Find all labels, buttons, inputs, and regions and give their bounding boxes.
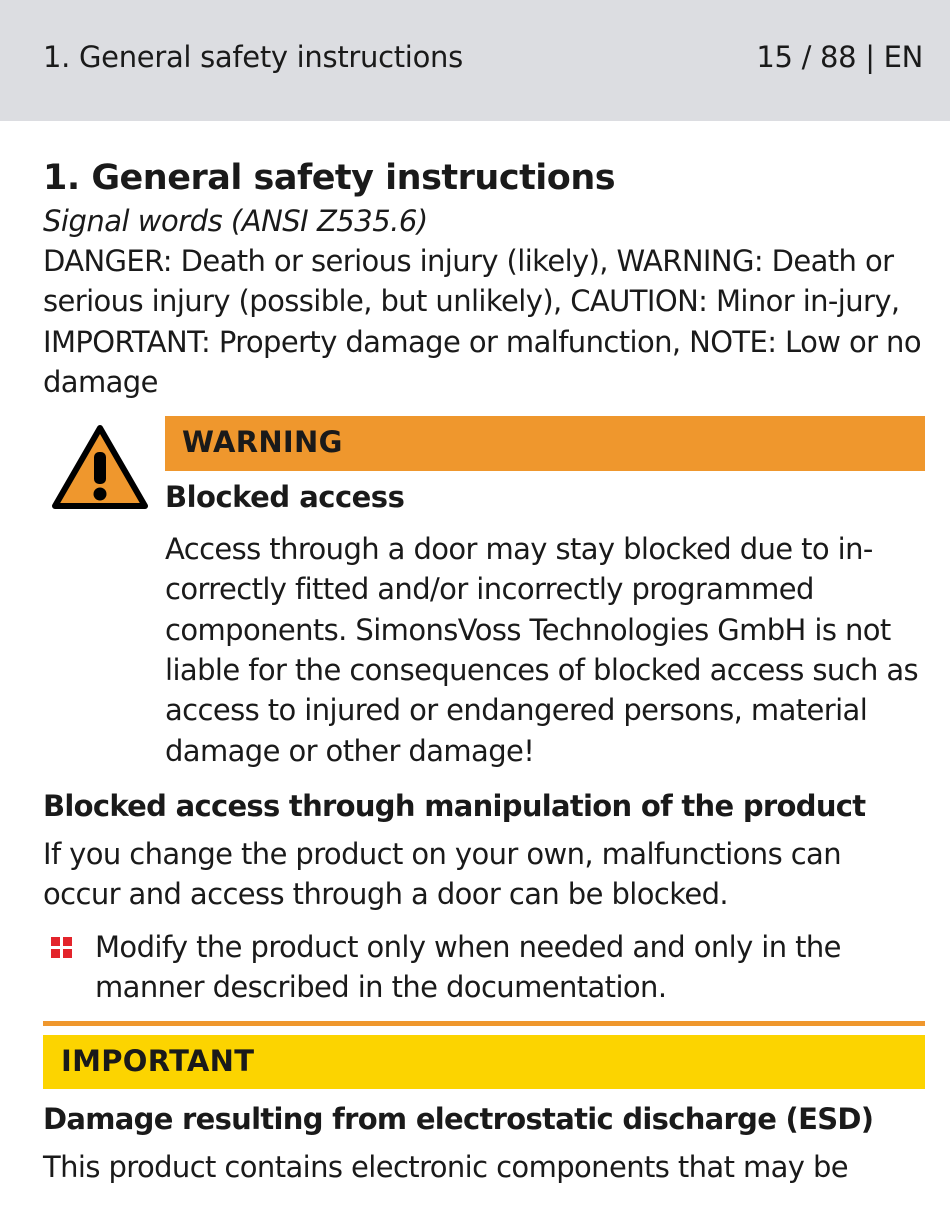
important-label: IMPORTANT: [61, 1044, 255, 1079]
page-header: [0, 0, 950, 121]
bullet-text: Modify the product only when needed and only in the manner described in the documentation.: [95, 929, 841, 1005]
warning-title: Blocked access: [165, 480, 405, 515]
header-section-title: 1. General safety instructions: [43, 40, 463, 74]
main-content: [43, 155, 925, 1187]
warning-bar: [165, 416, 925, 471]
warning-text: Access through a door may stay blocked due to in-correctly fitted and/or incorrectly programmed components. SimonsVoss Technologies GmbH is not liable for the consequences of blocked access such as access to injured or endangered persons, material damage or other damage!: [165, 532, 919, 768]
list-item: [43, 927, 925, 1008]
important-bar: [43, 1035, 925, 1089]
page-title: 1. General safety instructions: [43, 158, 616, 198]
header-page-info: 15 / 88 | EN: [756, 40, 923, 74]
warning-triangle-icon: [51, 424, 149, 510]
esd-title: Damage resulting from electrostatic discharge (ESD): [43, 1102, 874, 1137]
signal-words-text: DANGER: Death or serious injury (likely), WARNING: Death or serious injury (possible, but unlikely), CAUTION: Minor in-jury, IMPORTANT: Property damage or malfunction, NOTE: Low or no damage: [43, 244, 921, 399]
esd-text: This product contains electronic components that may be: [43, 1150, 849, 1185]
warning-label: WARNING: [182, 425, 343, 460]
manipulation-title: Blocked access through manipulation of the product: [43, 789, 866, 824]
divider: [43, 1021, 925, 1026]
manipulation-text: If you change the product on your own, malfunctions can occur and access through a door can be blocked.: [43, 837, 842, 912]
signal-words-subtitle: Signal words (ANSI Z535.6): [43, 204, 428, 238]
warning-block: [43, 416, 925, 776]
red-squares-bullet-icon: [51, 937, 72, 958]
